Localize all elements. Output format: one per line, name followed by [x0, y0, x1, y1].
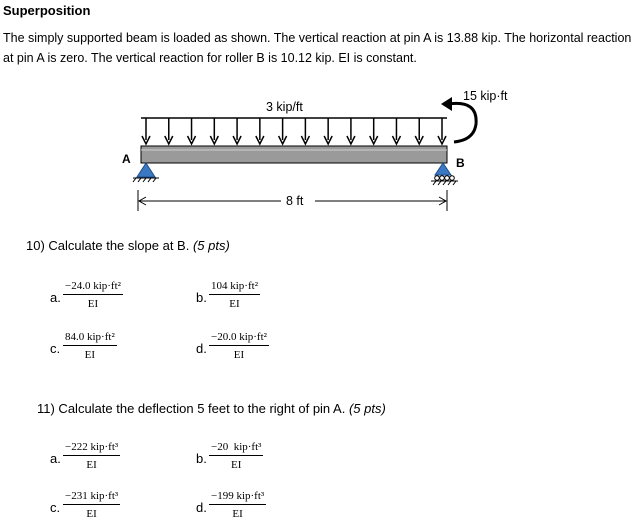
page-title: Superposition [3, 3, 91, 18]
load-arrow-icon [415, 118, 423, 144]
q11-option-a[interactable] [63, 441, 120, 471]
q10-option-b-letter: b. [196, 290, 207, 305]
q10-option-a-numerator: −24.0 kip·ft² [63, 280, 123, 295]
q11-option-b-letter: b. [196, 451, 207, 466]
q11-option-d-numerator: −199 kip·ft³ [209, 490, 266, 505]
q10-option-d[interactable] [209, 331, 269, 361]
support-b-label: B [456, 156, 465, 170]
q10-option-b-numerator: 104 kip·ft² [209, 280, 260, 295]
q10-option-a-letter: a. [50, 290, 61, 305]
support-a-label: A [122, 152, 131, 166]
pin-support-a [137, 163, 155, 177]
q10-option-b-denominator: EI [229, 298, 240, 310]
load-arrow-icon [347, 118, 355, 144]
moment-label: 15 kip·ft [463, 89, 508, 103]
question-11 [37, 401, 386, 416]
q10-option-b[interactable] [209, 280, 260, 310]
q11-option-c-numerator: −231 kip·ft³ [63, 490, 120, 505]
load-arrow-icon [438, 118, 446, 144]
q10-option-c-numerator: 84.0 kip·ft² [63, 331, 117, 346]
q10-option-c-denominator: EI [84, 349, 96, 361]
load-arrow-icon [256, 118, 264, 144]
q11-option-b-numerator: −20 kip·ft³ [209, 441, 263, 456]
beam [141, 146, 447, 163]
span-label: 8 ft [286, 194, 304, 208]
q11-option-d-letter: d. [196, 500, 207, 515]
distributed-load-label: 3 kip/ft [266, 100, 303, 114]
load-arrow-icon [165, 118, 173, 144]
load-arrow-icon [233, 118, 241, 144]
load-arrow-icon [210, 118, 218, 144]
load-arrow-icon [324, 118, 332, 144]
q11-option-b-denominator: EI [231, 459, 242, 471]
problem-statement: The simply supported beam is loaded as shown. The vertical reaction at pin A is 13.88 kip. The horizontal reaction at pin A is zero. The vertical reaction for roller B is 10.12 kip. EI is constant. [3, 31, 632, 65]
load-arrow-icon [392, 118, 400, 144]
load-arrow-icon [188, 118, 196, 144]
q11-option-b[interactable] [209, 441, 263, 471]
q11-option-d[interactable] [209, 490, 266, 520]
moment-arrowhead-icon [441, 97, 452, 111]
q10-option-c[interactable] [63, 331, 117, 361]
q10-option-a[interactable] [63, 280, 123, 310]
question-10 [26, 238, 230, 253]
q10-option-d-numerator: −20.0 kip·ft² [209, 331, 269, 346]
q11-option-a-denominator: EI [86, 459, 97, 471]
q10-option-c-letter: c. [50, 341, 61, 356]
question-10-points: (5 pts) [192, 238, 230, 253]
q10-option-d-letter: d. [196, 341, 207, 356]
load-arrow-icon [301, 118, 309, 144]
roller-support-b [435, 163, 451, 175]
q10-option-a-denominator: EI [87, 298, 99, 310]
load-arrow-icon [370, 118, 378, 144]
q11-option-c-denominator: EI [86, 508, 97, 520]
load-arrows [142, 118, 446, 144]
ground-hatch-b [431, 181, 458, 185]
q11-option-c[interactable] [63, 490, 120, 520]
load-arrow-icon [279, 118, 287, 144]
question-10-text: 10) Calculate the slope at B. [26, 238, 190, 253]
q11-option-a-letter: a. [50, 451, 61, 466]
ground-hatch-a [133, 178, 159, 182]
q10-option-d-denominator: EI [233, 349, 245, 361]
roller-wheels-b [435, 176, 455, 181]
q11-option-c-letter: c. [50, 500, 61, 515]
load-arrow-icon [142, 118, 150, 144]
question-11-text: 11) Calculate the deflection 5 feet to the right of pin A. [37, 401, 346, 416]
question-11-points: (5 pts) [348, 401, 386, 416]
q11-option-d-denominator: EI [232, 508, 243, 520]
moment-arc [449, 103, 476, 142]
q11-option-a-numerator: −222 kip·ft³ [63, 441, 120, 456]
